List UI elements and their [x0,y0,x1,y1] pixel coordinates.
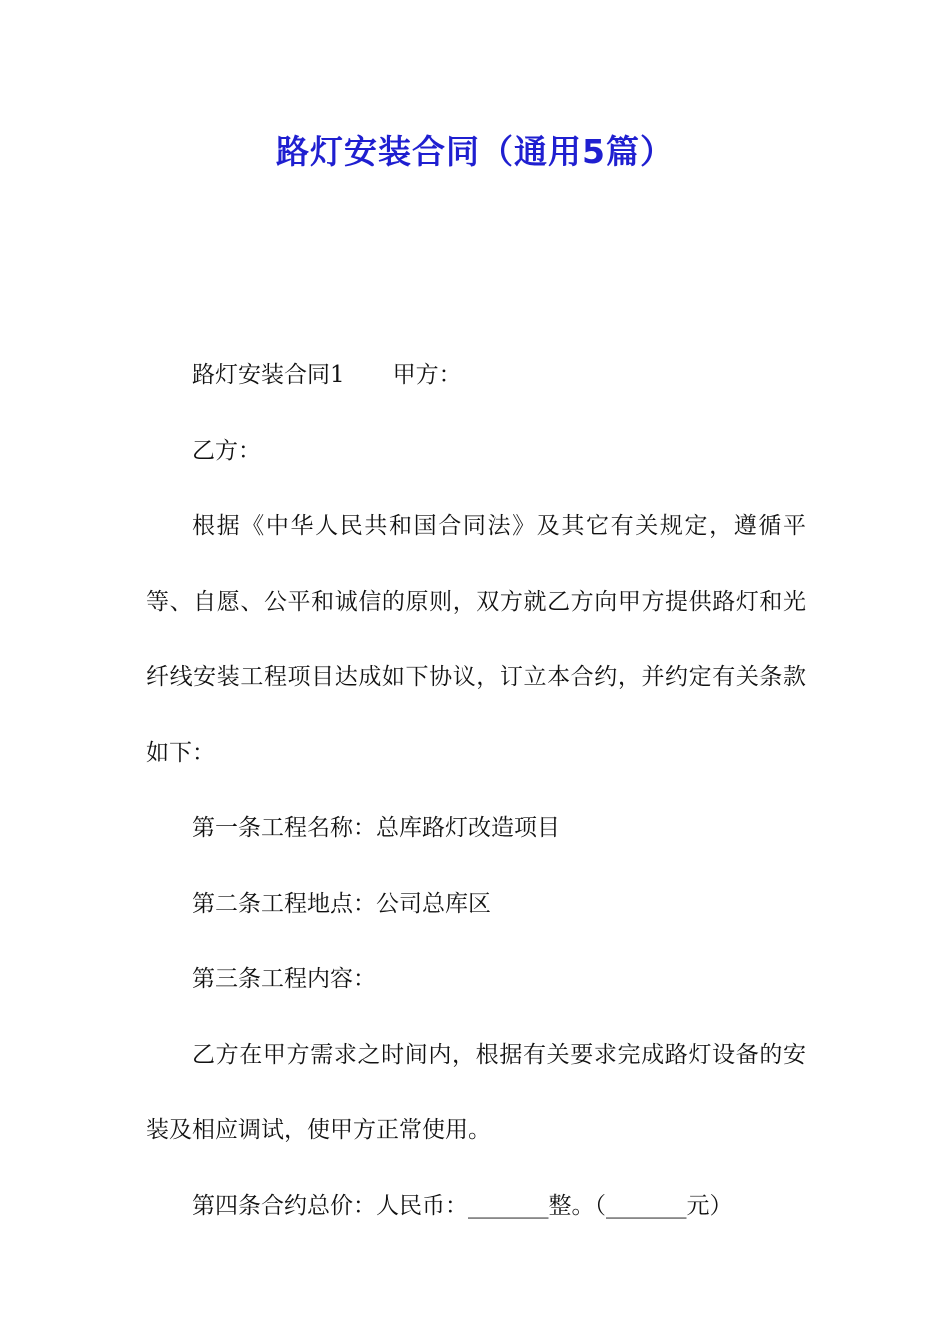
contract-heading-line [146,338,806,414]
article-1: 第一条工程名称：总库路灯改造项目 [192,815,560,841]
article-4: 第四条合约总价：人民币：_______整。（_______元） [192,1192,733,1219]
party-b-label: 乙方： [192,437,261,464]
party-a-label: 甲方： [392,362,462,388]
document-body [146,338,806,1244]
contract-heading: 路灯安装合同1 [192,362,345,388]
document-title: 路灯安装合同（通用5篇） [276,132,674,171]
article-2: 第二条工程地点：公司总库区 [192,890,491,917]
article-3-detail: 乙方在甲方需求之时间内，根据有关要求完成路灯设备的安装及相应调试，使甲方正常使用。 [146,1041,806,1143]
preamble-paragraph: 根据《中华人民共和国合同法》及其它有关规定，遵循平等、自愿、公平和诚信的原则，双方就乙方向甲方提供路灯和光纤线安装工程项目达成如下协议，订立本合约，并约定有关条款如下： [146,513,806,766]
article-3: 第三条工程内容： [192,966,376,992]
